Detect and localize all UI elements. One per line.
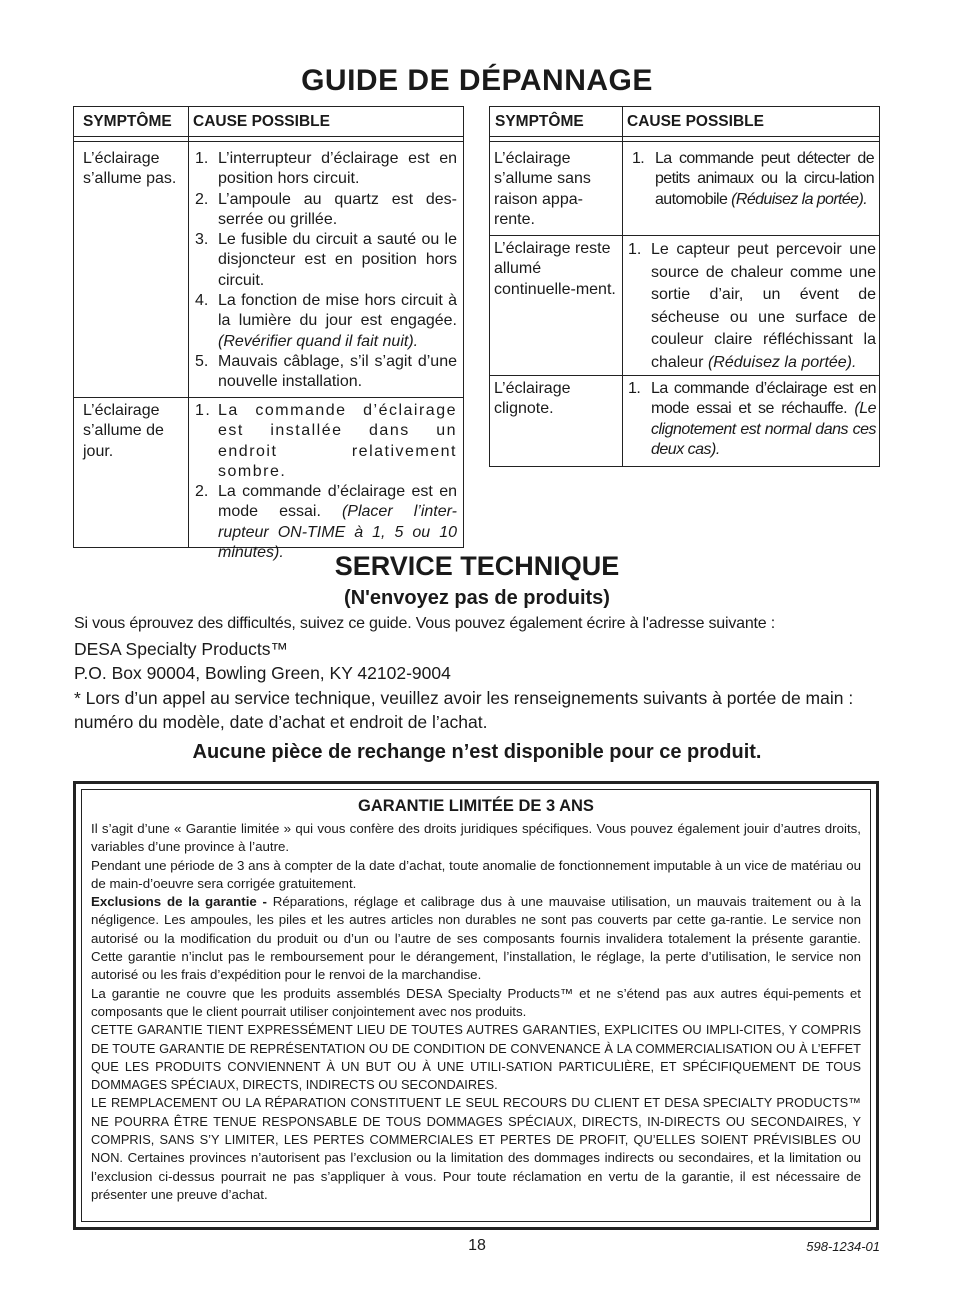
symptom-cell: L’éclairage reste allumé continuelle-ment. [494, 240, 616, 298]
list-item: 5. Mauvais câblage, s’il s’agit d’une nouvelle installation. [195, 352, 457, 391]
service-subtitle: (N'envoyez pas de produits) [344, 587, 610, 609]
column-divider [622, 107, 623, 466]
cause-cell [624, 379, 876, 460]
service-address: P.O. Box 90004, Bowling Green, KY 42102-9004 [74, 663, 451, 683]
list-item: 1. La commande d’éclairage est en mode essai et se réchauffe. (Le clignotement est normal dans ces deux cas). [628, 380, 876, 458]
warranty-paragraph: LE REMPLACEMENT OU LA RÉPARATION CONSTITUENT LE SEUL RECOURS DU CLIENT ET DESA SPECIALTY PRODUCTS™ NE POURRA ÊTRE TENUE RESPONSABLE DE TOUS DOMMAGES SPÉCIAUX, DIRECTS, IN-DIRECTS OU SECONDAIRES, Y COMPRIS, SANS S’Y LIMITER, LES PERTES COMMERCIALES ET PERTES DE PROFIT, QU’ELLES SOIENT PRÉVISIBLES OU NON. Certaines provinces n’autorisent pas l’exclusion ou la limitation des dommages indirects ou secondaires, et la limitation ou l’exclusion ci-dessus pourrait ne pas s’appliquer à vous. Pour toute réclamation en vertu de la garantie, il est nécessaire de présenter une preuve d’achat. [91, 1095, 861, 1202]
list-item: 2. L’ampoule au quartz est des-serrée ou grillée. [195, 190, 457, 228]
service-info [74, 612, 884, 735]
header-symptom: SYMPTÔME [495, 113, 584, 130]
service-note: * Lors d’un appel au service technique, veuillez avoir les renseignements suivants à portée de main : numéro du modèle, date d’achat et endroit de l’achat. [74, 687, 854, 732]
header-double-rule [490, 141, 879, 142]
warranty-paragraph: Il s’agit d’une « Garantie limitée » qui vous confère des droits juridiques spécifiques. Vous pouvez également jouir d’autres droits, variables d’une province à l’autre. [91, 821, 861, 855]
exclusions-label: Exclusions de la garantie - [91, 894, 267, 910]
list-item: 3. Le fusible du circuit a sauté ou le disjoncteur est en position hors circuit. [195, 231, 457, 289]
list-item: 1. Le capteur peut percevoir une source de chaleur comme une sortie d’air, un évent de sécheuse ou une surface de couleur claire réfléchissant la chaleur (Réduisez la portée). [628, 241, 876, 371]
warranty-inner-border [81, 789, 871, 1222]
column-divider [188, 107, 189, 547]
warranty-paragraph: La garantie ne couvre que les produits assemblés DESA Specialty Products™ et ne s’étend pas aux autres équi-pements et composants que le client pourrait utiliser conjointement avec nos produits. [91, 985, 861, 1019]
service-company: DESA Specialty Products™ [74, 638, 288, 659]
list-item: 2. La commande d’éclairage est en mode essai. (Placer l’inter-rupteur ON-TIME à 1, 5 ou 10 minutes). [195, 483, 457, 562]
row-divider [490, 375, 879, 376]
header-cause: CAUSE POSSIBLE [627, 113, 764, 130]
header-symptom: SYMPTÔME [83, 113, 172, 130]
row-divider [490, 235, 879, 236]
symptom-cell: L’éclairage s’allume pas. [83, 150, 177, 188]
document-code: 598-1234-01 [806, 1239, 880, 1254]
symptom-cell: L’éclairage clignote. [494, 380, 571, 418]
header-cause: CAUSE POSSIBLE [193, 113, 330, 130]
page-title: GUIDE DE DÉPANNAGE [301, 64, 653, 97]
warranty-paragraph: Pendant une période de 3 ans à compter de la date d’achat, toute anomalie de fonctionnement imputable à un vice de matériau ou de main-d’oeuvre sera corrigée gratuitement. [91, 857, 861, 891]
warranty-box [73, 781, 879, 1230]
warranty-title: GARANTIE LIMITÉE DE 3 ANS [358, 797, 594, 815]
cause-cell [628, 149, 874, 210]
warranty-paragraph: CETTE GARANTIE TIENT EXPRESSÉMENT LIEU DE TOUTES AUTRES GARANTIES, EXPLICITES OU IMPLI-CITES, Y COMPRIS DE TOUTE GARANTIE DE REPRÉSENTATION OU DE CONDITION DE CONVENANCE À LA COMMERCIALISATION OU À L’EFFET QUE LES PRODUITS CONVIENNENT À UN BUT OU À UNE UTILI-SATION PARTICULIÈRE, ET SPÉCIFIQUEMENT DE TOUS DOMMAGES SPÉCIAUX, DIRECTS, INDIRECTS OU SECONDAIRES. [91, 1022, 861, 1093]
warranty-body [91, 820, 861, 1204]
warranty-paragraph: Exclusions de la garantie - Réparations, réglage et calibrage dus à une mauvaise utilisation, un mauvais traitement ou à la négligence. Les ampoules, les piles et les autres articles non durables ne sont pas couverts par cette ga-rantie. Le service non autorisé ou la modification du produit ou d’un ou l’autre de ses composants fournis invalidera totalement la présente garantie. Cette garantie n’inclut pas le remboursement pour le dérangement, l’installation, le réglage, la perte d’utilisation, le service non autorisé ou les frais d’expédition pour le renvoi de la marchandise. [91, 894, 861, 983]
cause-cell [191, 149, 457, 393]
no-parts-notice: Aucune pièce de rechange n’est disponible pour ce produit. [192, 741, 762, 763]
cause-cell [191, 401, 457, 563]
list-item: 1. La commande d’éclairage est installée dans un endroit relativement sombre. [195, 402, 457, 480]
service-intro: Si vous éprouvez des difficultés, suivez ce guide. Vous pouvez également écrire à l'adresse suivante : [74, 615, 775, 632]
header-double-rule [74, 141, 463, 142]
page-number: 18 [468, 1237, 486, 1254]
list-item: 4. La fonction de mise hors circuit à la lumière du jour est engagée. (Revérifier quand il fait nuit). [195, 292, 457, 350]
symptom-cell: L’éclairage s’allume de jour. [83, 402, 164, 460]
list-item: 1. L’interrupteur d’éclairage est en position hors circuit. [195, 150, 457, 188]
row-divider [74, 397, 463, 398]
list-item: 1. La commande peut détecter de petits animaux ou la circu-lation automobile (Réduisez la portée). [632, 150, 874, 208]
symptom-cell: L’éclairage s’allume sans raison appa-rente. [494, 150, 591, 228]
troubleshooting-table-right [489, 106, 880, 467]
service-title: SERVICE TECHNIQUE [334, 551, 620, 581]
cause-cell [624, 239, 876, 375]
troubleshooting-table-left [73, 106, 464, 562]
